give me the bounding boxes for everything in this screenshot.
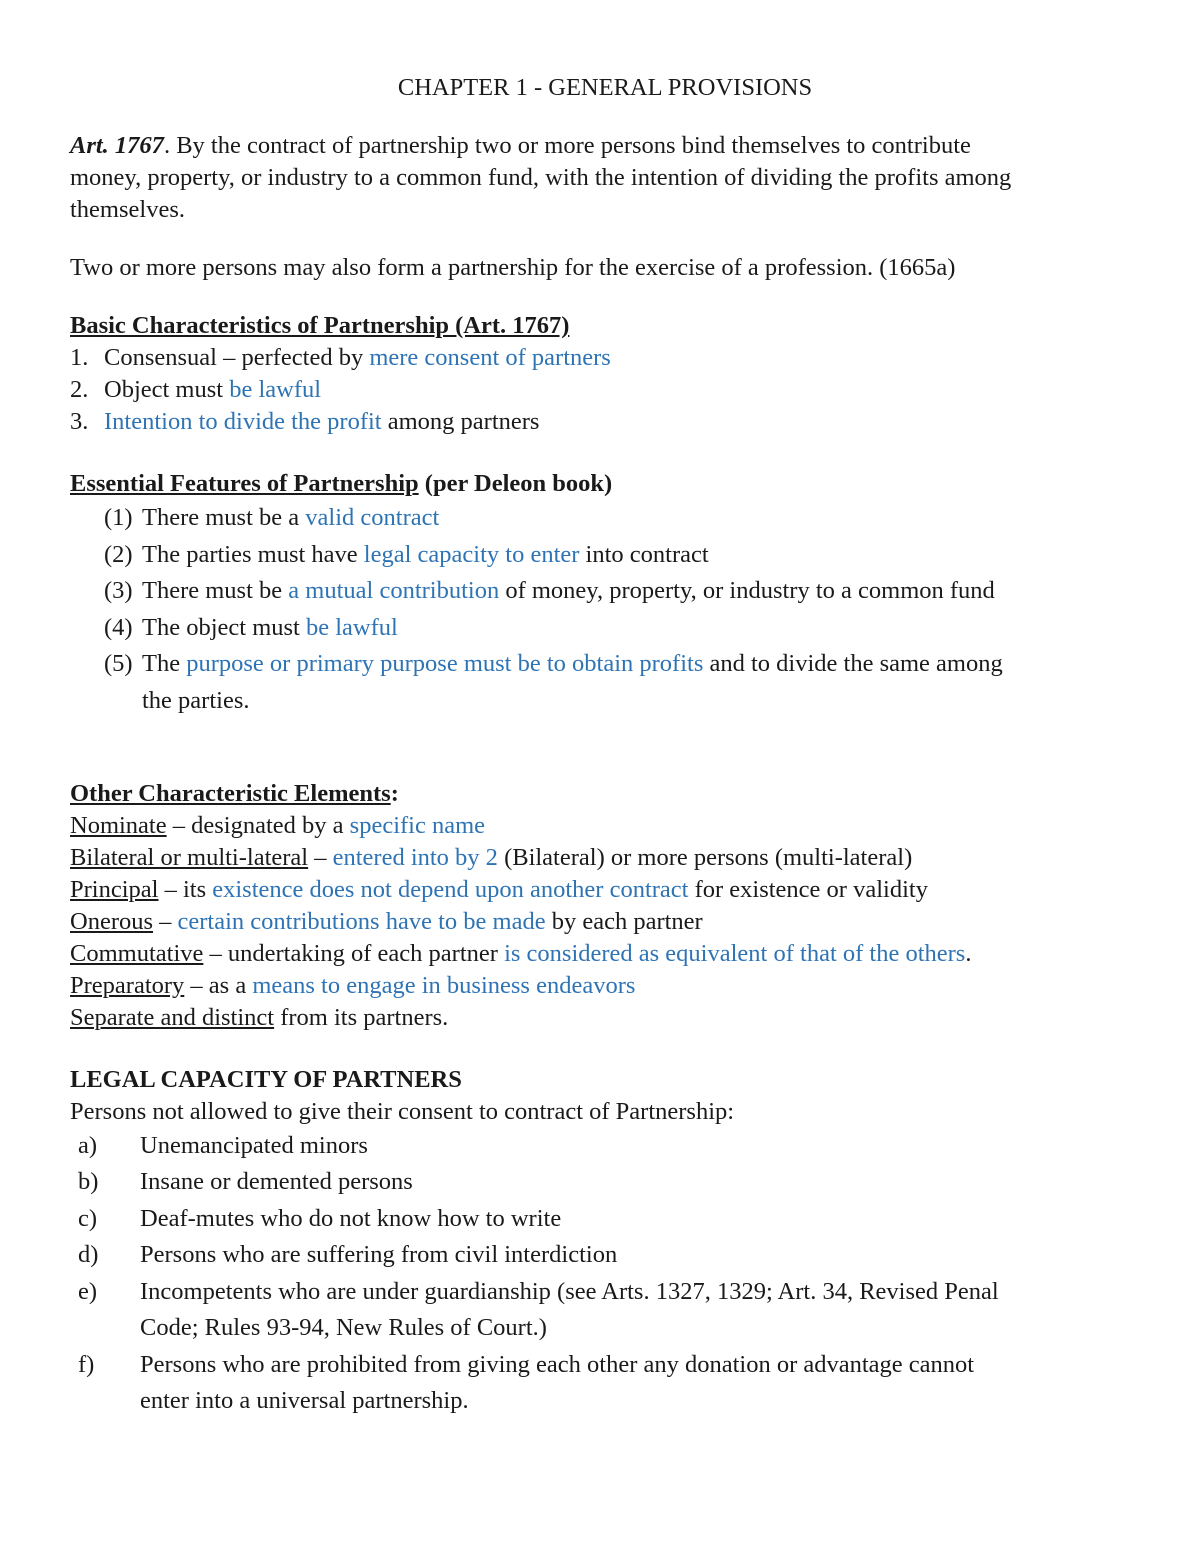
- legal-capacity-section: [70, 1064, 1140, 1420]
- other-elements-section: Other Characteristic Elements: Nominate – designated by a specific name Bilateral or multi-lateral – entered into by 2 (Bilateral) or more persons (multi-lateral) Principal – its existence does not depend upon another contract for existence or validity Onerous – certain contributions have to be made by each partner Commutative – undertaking of each partner is considered as equivalent of that of the others. Preparatory – as a means to engage in business endeavors Separate and distinct from its partners.: [70, 778, 1140, 1034]
- basic-characteristics-section: [70, 310, 1140, 438]
- basic-characteristics-heading: Basic Characteristics of Partnership (Art. 1767): [70, 312, 570, 339]
- list-item: Nominate – designated by a specific name: [70, 811, 486, 839]
- article-second-paragraph: Two or more persons may also form a partnership for the exercise of a profession. (1665a): [70, 254, 956, 281]
- article-1767: [70, 130, 1140, 226]
- article-text-line-3: themselves.: [70, 196, 185, 223]
- list-item: (5) The purpose or primary purpose must be to obtain profits and to divide the same among: [104, 650, 1003, 678]
- article-text-line-2: money, property, or industry to a common fund, with the intention of dividing the profits among: [70, 164, 1012, 191]
- list-item: 1. Consensual – perfected by mere consent of partners: [70, 344, 611, 371]
- list-item-continuation: enter into a universal partnership.: [140, 1387, 469, 1415]
- list-item: Preparatory – as a means to engage in business endeavors: [70, 971, 636, 999]
- list-item: 2. Object must be lawful: [70, 376, 322, 403]
- list-item: 3. Intention to divide the profit among partners: [70, 408, 540, 435]
- list-item: (1) There must be a valid contract: [104, 504, 440, 531]
- list-item: c) Deaf-mutes who do not know how to write: [78, 1204, 562, 1232]
- list-item: Principal – its existence does not depend upon another contract for existence or validity: [70, 875, 928, 903]
- list-item: e) Incompetents who are under guardianship (see Arts. 1327, 1329; Art. 34, Revised Penal: [78, 1277, 999, 1305]
- list-item: (4) The object must be lawful: [104, 613, 398, 641]
- list-item: Onerous – certain contributions have to be made by each partner: [70, 907, 703, 935]
- list-item: d) Persons who are suffering from civil interdiction: [78, 1241, 618, 1269]
- essential-features-heading-suffix: (per Deleon book): [418, 470, 613, 497]
- list-item: b) Insane or demented persons: [78, 1168, 413, 1196]
- list-item: Commutative – undertaking of each partner is considered as equivalent of that of the others.: [70, 939, 972, 967]
- legal-capacity-heading: LEGAL CAPACITY OF PARTNERS: [70, 1065, 462, 1093]
- legal-capacity-intro: Persons not allowed to give their consent to contract of Partnership:: [70, 1097, 735, 1125]
- other-elements-heading: Other Characteristic Elements: [70, 779, 391, 807]
- list-item: (3) There must be a mutual contribution of money, property, or industry to a common fund: [104, 577, 995, 605]
- document-page: [70, 72, 1140, 1420]
- list-item: a) Unemancipated minors: [78, 1131, 368, 1159]
- article-label: Art. 1767: [70, 132, 164, 159]
- article-text-line-1: . By the contract of partnership two or more persons bind themselves to contribute: [163, 132, 971, 159]
- list-item-continuation: the parties.: [142, 686, 250, 714]
- chapter-title: CHAPTER 1 - GENERAL PROVISIONS: [397, 74, 813, 101]
- essential-features-heading: Essential Features of Partnership: [70, 470, 419, 497]
- list-item: f) Persons who are prohibited from giving each other any donation or advantage cannot: [78, 1350, 975, 1378]
- list-item: Separate and distinct from its partners.: [70, 1003, 449, 1031]
- list-item-continuation: Code; Rules 93-94, New Rules of Court.): [140, 1314, 547, 1342]
- list-item: Bilateral or multi-lateral – entered into by 2 (Bilateral) or more persons (multi-lateral): [70, 843, 913, 871]
- essential-features-section: [70, 468, 1140, 720]
- list-item: (2) The parties must have legal capacity to enter into contract: [104, 540, 709, 568]
